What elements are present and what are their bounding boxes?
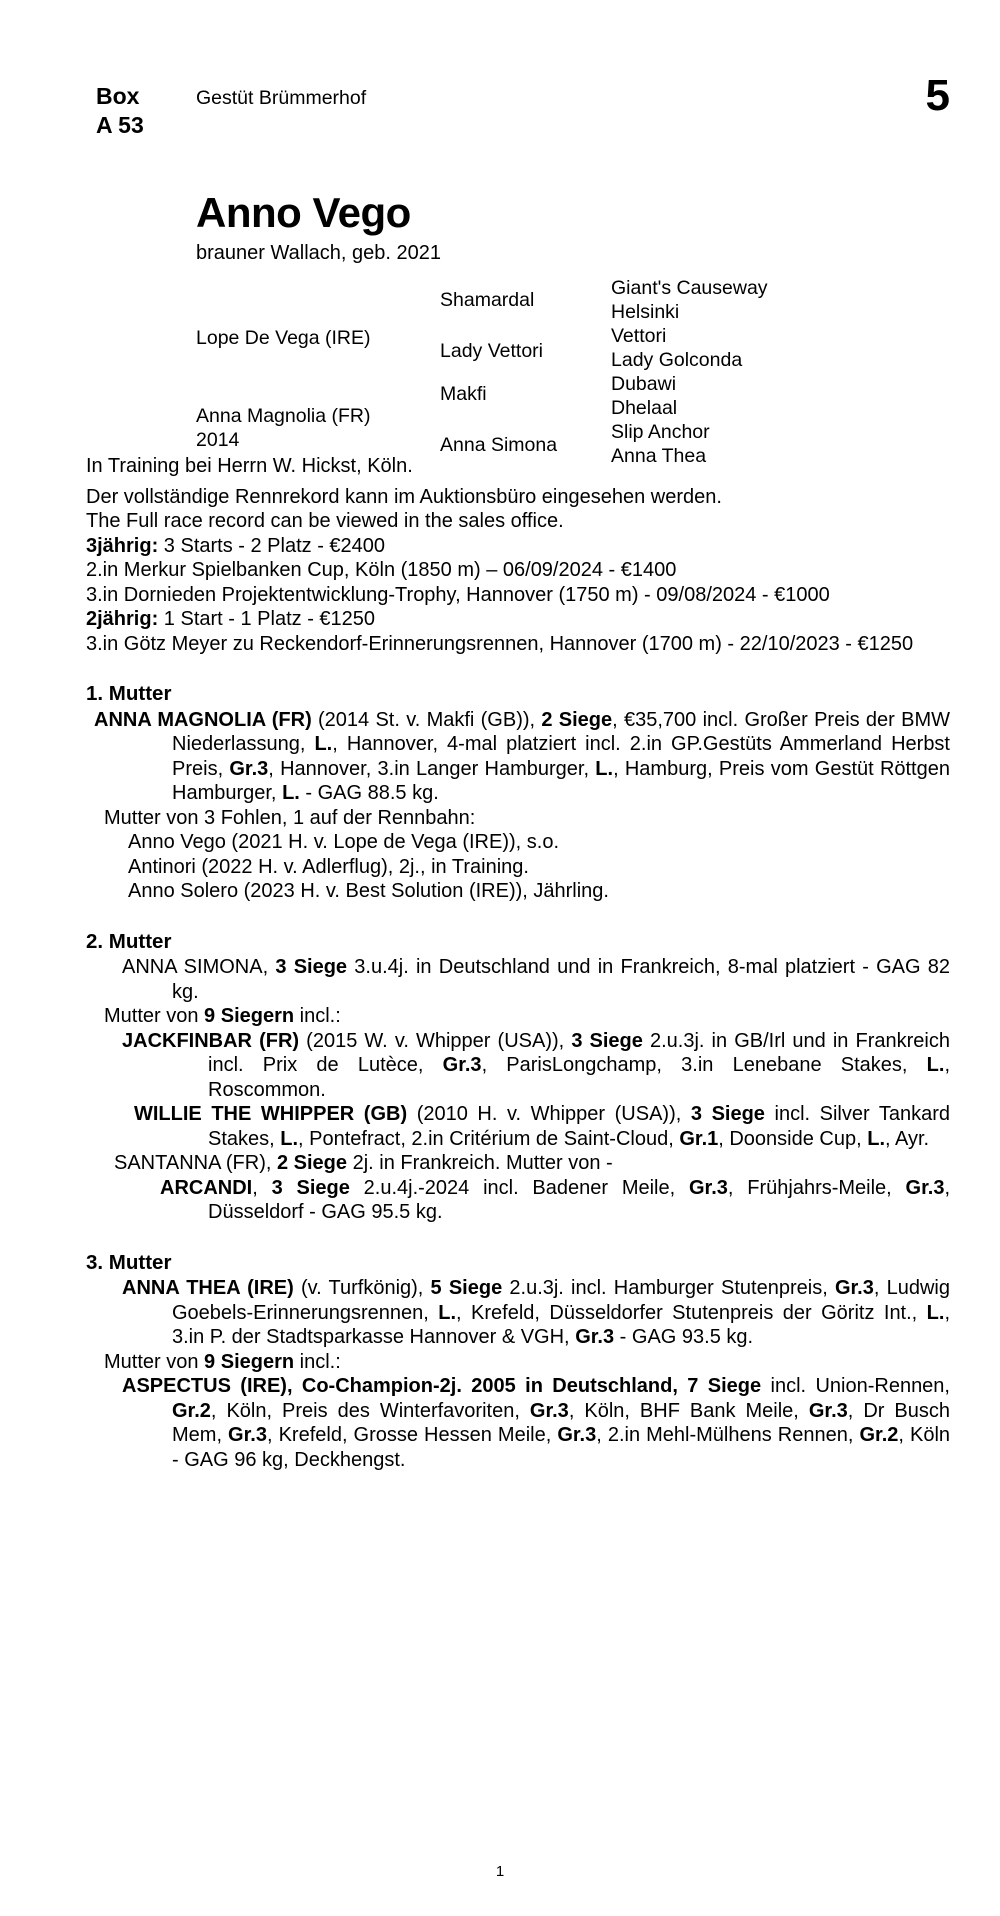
- aspectus-detail-f: , 2.in Mehl-Mülhens Rennen,: [596, 1424, 860, 1446]
- dam-3-detail-c: , Ludwig Goebels-Erinnerungsrennen,: [172, 1277, 950, 1324]
- dam-1-detail-b: , €35,700 incl. Großer Preis der BMW Niederlassung,: [172, 708, 951, 755]
- record-note-de: Der vollständige Rennrekord kann im Auktionsbüro eingesehen werden.: [86, 485, 722, 508]
- consignor-name: Gestüt Brümmerhof: [196, 87, 367, 109]
- pedigree-gp-8: Anna Thea: [611, 445, 707, 467]
- aspectus-detail-b: , Köln, Preis des Winterfavoriten,: [210, 1399, 530, 1422]
- pedigree-gp-1: Giant's Causeway: [611, 277, 768, 299]
- dam-2-name: ANNA SIMONA,: [122, 956, 276, 978]
- dam-1-listed-2: L.: [595, 757, 614, 780]
- horse-description: brauner Wallach, geb. 2021: [196, 242, 441, 264]
- dam-2-winners-line: [86, 1004, 950, 1029]
- pedigree-gp-2: Helsinki: [611, 301, 680, 323]
- jackfinbar-detail-a: (2015 W. v. Whipper (USA)),: [299, 1029, 572, 1052]
- pedigree-sire-dam: Lady Vettori: [440, 340, 543, 362]
- dam-1-offspring-3: Anno Solero (2023 H. v. Best Solution (IRE)), Jährling.: [128, 880, 609, 902]
- horse-name: Anno Vego: [196, 189, 411, 236]
- dam-2-winners-post: incl.:: [294, 1005, 341, 1027]
- dam-1-group-3: Gr.3: [229, 757, 269, 780]
- dam-3-heading: 3. Mutter: [86, 1250, 172, 1274]
- record-2yo-summary: [86, 607, 950, 632]
- dam-2-progeny-jackfinbar: [86, 1029, 950, 1103]
- aspectus-name: ASPECTUS (IRE), Co-Champion-2j. 2005 in Deutschland, 7 Siege: [122, 1375, 762, 1397]
- record-3yo-race-2: 3.in Dornieden Projektentwicklung-Trophy, Hannover (1750 m) - 09/08/2024 - €1000: [86, 583, 830, 606]
- dam-1-detail-c: , Hannover, 4-mal platziert incl. 2.in GP.Gestüts Ammerland Herbst Preis,: [172, 733, 950, 780]
- dam-1-listed-3: L.: [282, 782, 300, 804]
- dam-2-detail: 3.u.4j. in Deutschland und in Frankreich, 8-mal platziert - GAG 82 kg.: [172, 956, 951, 1003]
- pedigree-gp-4: Lady Golconda: [611, 349, 743, 371]
- aspectus-group-3-b: Gr.3: [808, 1399, 848, 1422]
- willie-detail-e: , Ayr.: [885, 1127, 930, 1150]
- santanna-wins: 2 Siege: [276, 1152, 348, 1174]
- willie-detail-a: (2010 H. v. Whipper (USA)),: [407, 1103, 691, 1125]
- jackfinbar-listed: L.: [926, 1054, 945, 1076]
- aspectus-group-3-c: Gr.3: [228, 1424, 267, 1446]
- dam-3-group-3-a: Gr.3: [834, 1277, 874, 1299]
- jackfinbar-wins: 3 Siege: [571, 1029, 643, 1052]
- dam-2-progeny-santanna: [86, 1151, 950, 1176]
- willie-listed-1: L.: [280, 1127, 299, 1150]
- record-2yo-label: 2jährig:: [86, 608, 159, 630]
- dam-2-heading: 2. Mutter: [86, 929, 172, 953]
- dam-2-progeny-willie: [86, 1102, 950, 1151]
- pedigree-dam-dam: Anna Simona: [440, 434, 558, 456]
- record-3yo-race-1: 2.in Merkur Spielbanken Cup, Köln (1850 m) – 06/09/2024 - €1400: [86, 559, 677, 581]
- dam-1-body: [86, 708, 950, 904]
- arcandi-wins: 3 Siege: [271, 1176, 350, 1199]
- willie-listed-2: L.: [867, 1127, 886, 1150]
- santanna-name: SANTANNA (FR),: [114, 1152, 277, 1174]
- dam-1-wins: 2 Siege: [541, 708, 613, 731]
- dam-1-name: ANNA MAGNOLIA (FR): [94, 708, 312, 731]
- arcandi-detail-d: , Düsseldorf - GAG 95.5 kg.: [208, 1176, 951, 1223]
- pedigree-gp-7: Slip Anchor: [611, 421, 710, 443]
- jackfinbar-name: JACKFINBAR (FR): [122, 1029, 300, 1052]
- box-label-line2: A 53: [96, 112, 144, 138]
- aspectus-group-3-a: Gr.3: [529, 1399, 569, 1422]
- willie-detail-c: , Pontefract, 2.in Critérium de Saint-Cloud,: [298, 1127, 680, 1150]
- dam-3-winners-post: incl.:: [294, 1350, 341, 1373]
- dam-3-body: [86, 1276, 950, 1472]
- willie-detail-b: incl. Silver Tankard Stakes,: [208, 1103, 950, 1150]
- dam-1-offspring-2: Antinori (2022 H. v. Adlerflug), 2j., in Training.: [128, 855, 529, 878]
- box-label-line1: Box: [96, 83, 140, 109]
- dam-3-detail-b: 2.u.3j. incl. Hamburger Stutenpreis,: [502, 1277, 835, 1299]
- santanna-detail: 2j. in Frankreich. Mutter von -: [347, 1152, 613, 1174]
- dam-1-offspring-1: Anno Vego (2021 H. v. Lope de Vega (IRE)), s.o.: [128, 831, 560, 853]
- pedigree-dam: [196, 404, 371, 452]
- dam-section-1: [0, 682, 1000, 904]
- dam-2-record: [86, 955, 950, 1004]
- dam-1-record: [86, 708, 950, 806]
- record-3yo-summary: [86, 534, 950, 559]
- pedigree-sire-sire: Shamardal: [440, 289, 535, 311]
- arcandi-group-3-a: Gr.3: [688, 1176, 728, 1199]
- page-header: [0, 71, 1000, 152]
- horse-identity: [0, 190, 1000, 266]
- jackfinbar-group-3: Gr.3: [442, 1054, 482, 1076]
- dam-3-winners-count: 9 Siegern: [204, 1350, 295, 1373]
- arcandi-sep: ,: [252, 1176, 272, 1199]
- arcandi-name: ARCANDI: [160, 1176, 253, 1199]
- arcandi-group-3-b: Gr.3: [905, 1176, 945, 1199]
- record-3yo-label: 3jährig:: [86, 534, 159, 557]
- dam-3-wins: 5 Siege: [430, 1277, 503, 1299]
- dam-3-detail-f: - GAG 93.5 kg.: [614, 1326, 754, 1348]
- dam-3-group-3-b: Gr.3: [575, 1326, 615, 1348]
- aspectus-detail-c: , Köln, BHF Bank Meile,: [568, 1399, 809, 1422]
- aspectus-detail-e: , Krefeld, Grosse Hessen Meile,: [266, 1424, 558, 1446]
- dam-3-winners-pre: Mutter von: [104, 1350, 205, 1373]
- dam-2-winners-pre: Mutter von: [104, 1005, 205, 1027]
- dam-3-listed-1: L.: [438, 1301, 457, 1324]
- training-info: In Training bei Herrn W. Hickst, Köln.: [86, 455, 413, 477]
- aspectus-group-2-b: Gr.2: [859, 1424, 899, 1446]
- willie-name: WILLIE THE WHIPPER (GB): [134, 1103, 408, 1125]
- dam-1-detail-f: - GAG 88.5 kg.: [299, 782, 439, 804]
- pedigree-grandparents: [611, 276, 768, 468]
- pedigree-dam-sire: Makfi: [440, 383, 487, 405]
- catalogue-page: [0, 71, 1000, 1916]
- dam-3-name: ANNA THEA (IRE): [122, 1277, 294, 1299]
- dam-3-progeny-aspectus: [86, 1374, 950, 1472]
- aspectus-detail-g: , Köln - GAG 96 kg, Deckhengst.: [172, 1424, 951, 1471]
- dam-3-detail-a: (v. Turfkönig),: [293, 1277, 431, 1299]
- pedigree-gp-6: Dhelaal: [611, 397, 678, 419]
- dam-1-detail-a: (2014 St. v. Makfi (GB)),: [311, 708, 542, 731]
- arcandi-detail-c: , Frühjahrs-Meile,: [727, 1176, 906, 1199]
- record-note-en: The Full race record can be viewed in the sales office.: [86, 510, 564, 532]
- aspectus-detail-a: incl. Union-Rennen,: [761, 1375, 950, 1397]
- dam-1-detail-e: , Hamburg, Preis vom Gestüt Röttgen Hamburger,: [172, 757, 950, 804]
- pedigree-sire: Lope De Vega (IRE): [196, 327, 371, 349]
- pedigree-dam-year: 2014: [196, 429, 240, 451]
- record-3yo-stats: 3 Starts - 2 Platz - €2400: [158, 534, 386, 557]
- dam-section-3: [0, 1251, 1000, 1473]
- arcandi-detail-b: 2.u.4j.-2024 incl. Badener Meile,: [349, 1176, 689, 1199]
- pedigree-dam-name: Anna Magnolia (FR): [196, 405, 371, 427]
- dam-2-progeny-arcandi: [86, 1176, 950, 1225]
- pedigree-gp-3: Vettori: [611, 325, 667, 347]
- aspectus-detail-d: , Dr Busch Mem,: [172, 1399, 950, 1446]
- dam-2-wins: 3 Siege: [275, 956, 348, 978]
- willie-wins: 3 Siege: [690, 1103, 765, 1125]
- dam-2-body: [86, 955, 950, 1225]
- willie-group-1: Gr.1: [679, 1127, 719, 1150]
- dam-1-heading: 1. Mutter: [86, 682, 172, 705]
- aspectus-group-3-d: Gr.3: [557, 1424, 597, 1446]
- page-number: 1: [495, 1863, 505, 1880]
- dam-3-listed-2: L.: [926, 1301, 945, 1324]
- record-2yo-stats: 1 Start - 1 Platz - €1250: [158, 608, 376, 630]
- aspectus-group-2-a: Gr.2: [172, 1399, 211, 1422]
- dam-1-detail-d: , Hannover, 3.in Langer Hamburger,: [268, 757, 596, 780]
- dam-1-foals-line: Mutter von 3 Fohlen, 1 auf der Rennbahn:: [104, 806, 476, 829]
- jackfinbar-detail-b: 2.u.3j. in GB/Irl und in Frankreich incl. Prix de Lutèce,: [208, 1029, 950, 1076]
- dam-3-record: [86, 1276, 950, 1350]
- lot-number: 5: [925, 71, 950, 120]
- dam-3-detail-d: , Krefeld, Düsseldorfer Stutenpreis der Göritz Int.,: [456, 1301, 927, 1324]
- dam-section-2: [0, 930, 1000, 1225]
- jackfinbar-detail-d: , Roscommon.: [208, 1054, 950, 1101]
- jackfinbar-detail-c: , ParisLongchamp, 3.in Lenebane Stakes,: [481, 1054, 927, 1076]
- dam-3-winners-line: [86, 1350, 950, 1375]
- race-record: [0, 485, 1000, 657]
- dam-1-listed-1: L.: [314, 733, 333, 755]
- record-2yo-race-1: 3.in Götz Meyer zu Reckendorf-Erinnerungsrennen, Hannover (1700 m) - 22/10/2023 - €1250: [86, 632, 914, 655]
- willie-detail-d: , Doonside Cup,: [718, 1127, 868, 1150]
- pedigree-gp-5: Dubawi: [611, 373, 677, 395]
- dam-2-winners-count: 9 Siegern: [204, 1005, 295, 1027]
- box-label: [96, 82, 186, 140]
- dam-3-detail-e: , 3.in P. der Stadtsparkasse Hannover & VGH,: [172, 1301, 950, 1348]
